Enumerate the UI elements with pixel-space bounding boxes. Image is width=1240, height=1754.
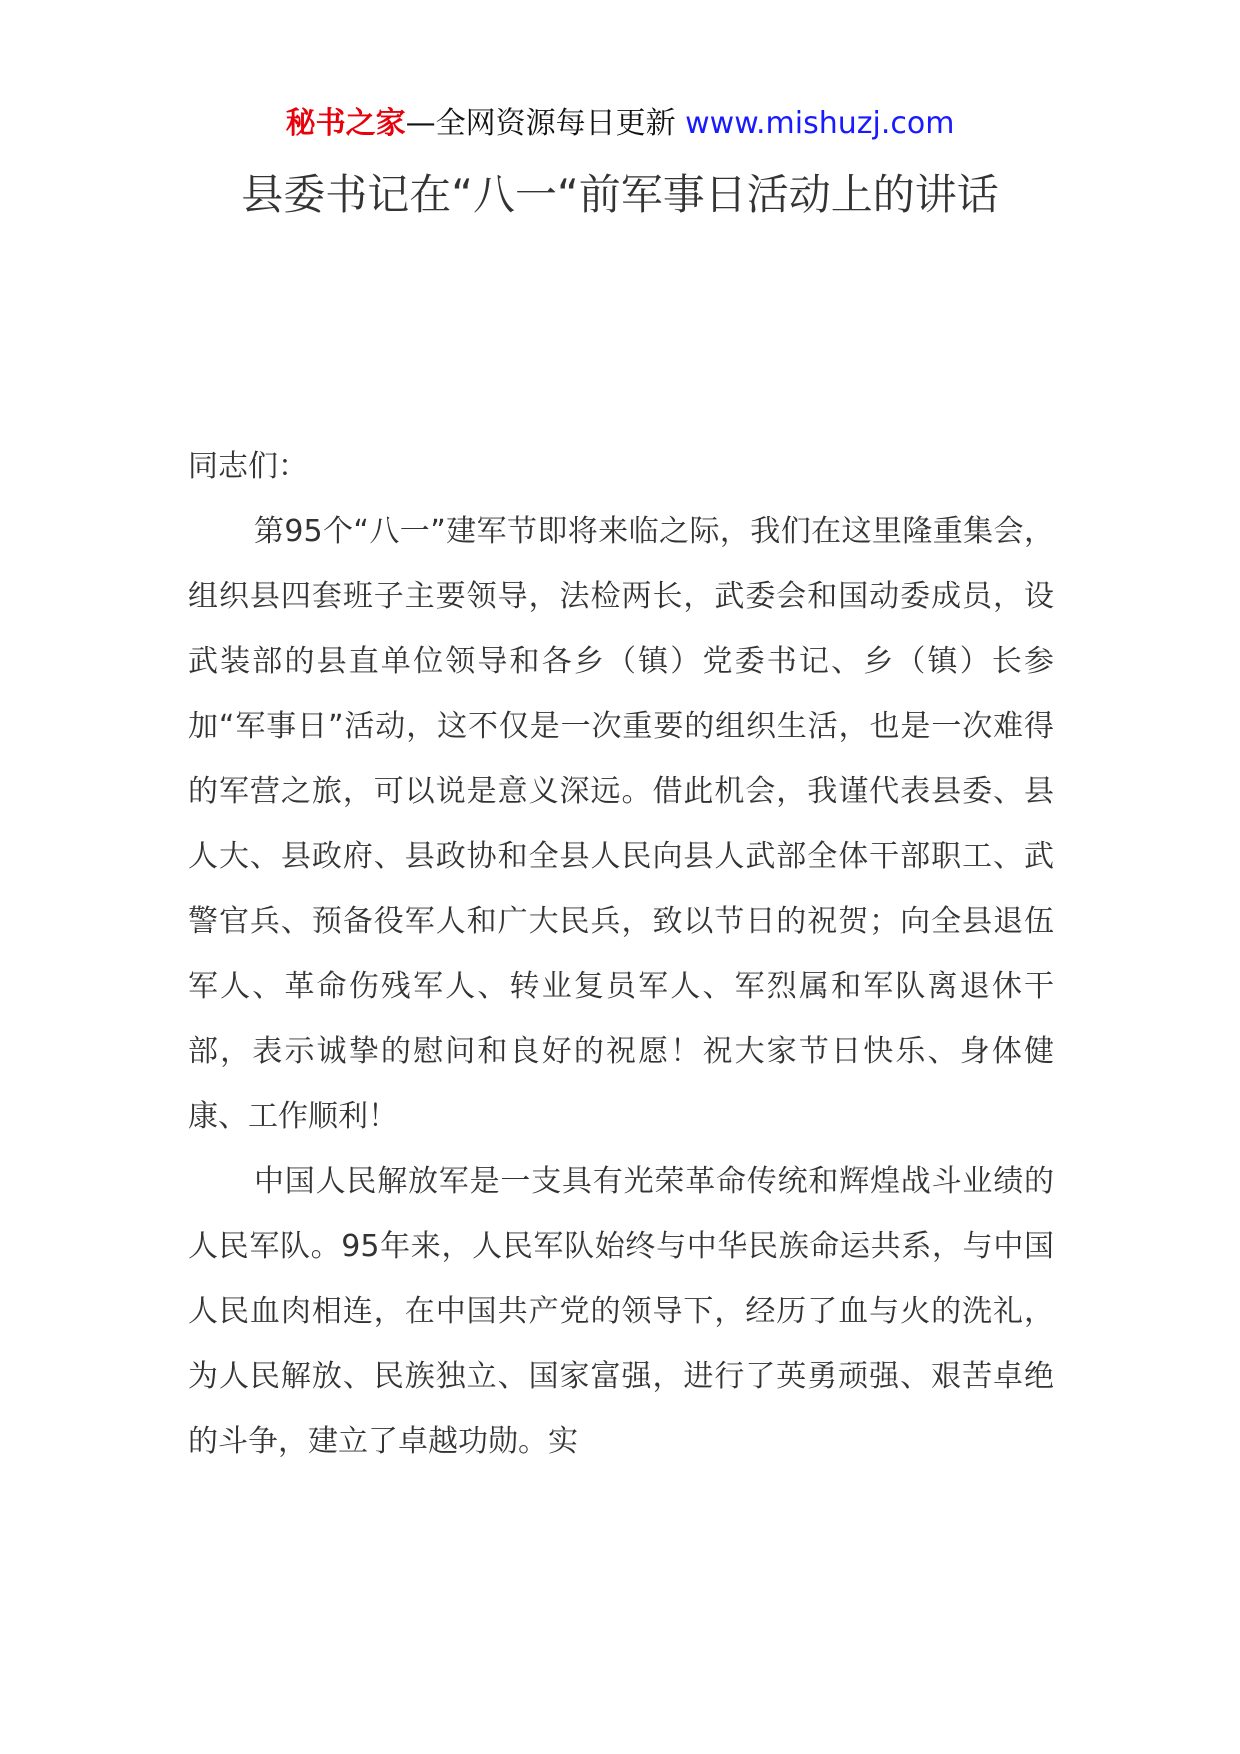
paragraph: 第95个“八一”建军节即将来临之际，我们在这里隆重集会，组织县四套班子主要领导，法检两长，武委会和国动委成员，设武装部的县直单位领导和各乡（镇）党委书记、乡（镇）长参加“军事日”活动，这不仅是一次重要的组织生活，也是一次难得的军营之旅，可以说是意义深远。借此机会，我谨代表县委、县人大、县政府、县政协和全县人民向县人武部全体干部职工、武警官兵、预备役军人和广大民兵，致以节日的祝贺；向全县退伍军人、革命伤残军人、转业复员军人、军烈属和军队离退休干部，表示诚挚的慰问和良好的祝愿！祝大家节日快乐、身体健康、工作顺利！ — [188, 514, 1054, 1134]
document-body — [188, 434, 1054, 1474]
site-url[interactable]: www.mishuzj.com — [685, 106, 955, 141]
site-header — [0, 102, 1240, 146]
site-tagline: —全网资源每日更新 — [405, 106, 676, 141]
document-title: 县委书记在“八一“前军事日活动上的讲话 — [241, 170, 999, 219]
site-brand: 秘书之家 — [285, 106, 406, 141]
paragraph: 中国人民解放军是一支具有光荣革命传统和辉煌战斗业绩的人民军队。95年来，人民军队始终与中华民族命运共系，与中国人民血肉相连，在中国共产党的领导下，经历了血与火的洗礼，为人民解放、民族独立、国家富强，进行了英勇顽强、艰苦卓绝的斗争，建立了卓越功勋。实 — [188, 1164, 1054, 1459]
salutation: 同志们： — [188, 449, 308, 484]
